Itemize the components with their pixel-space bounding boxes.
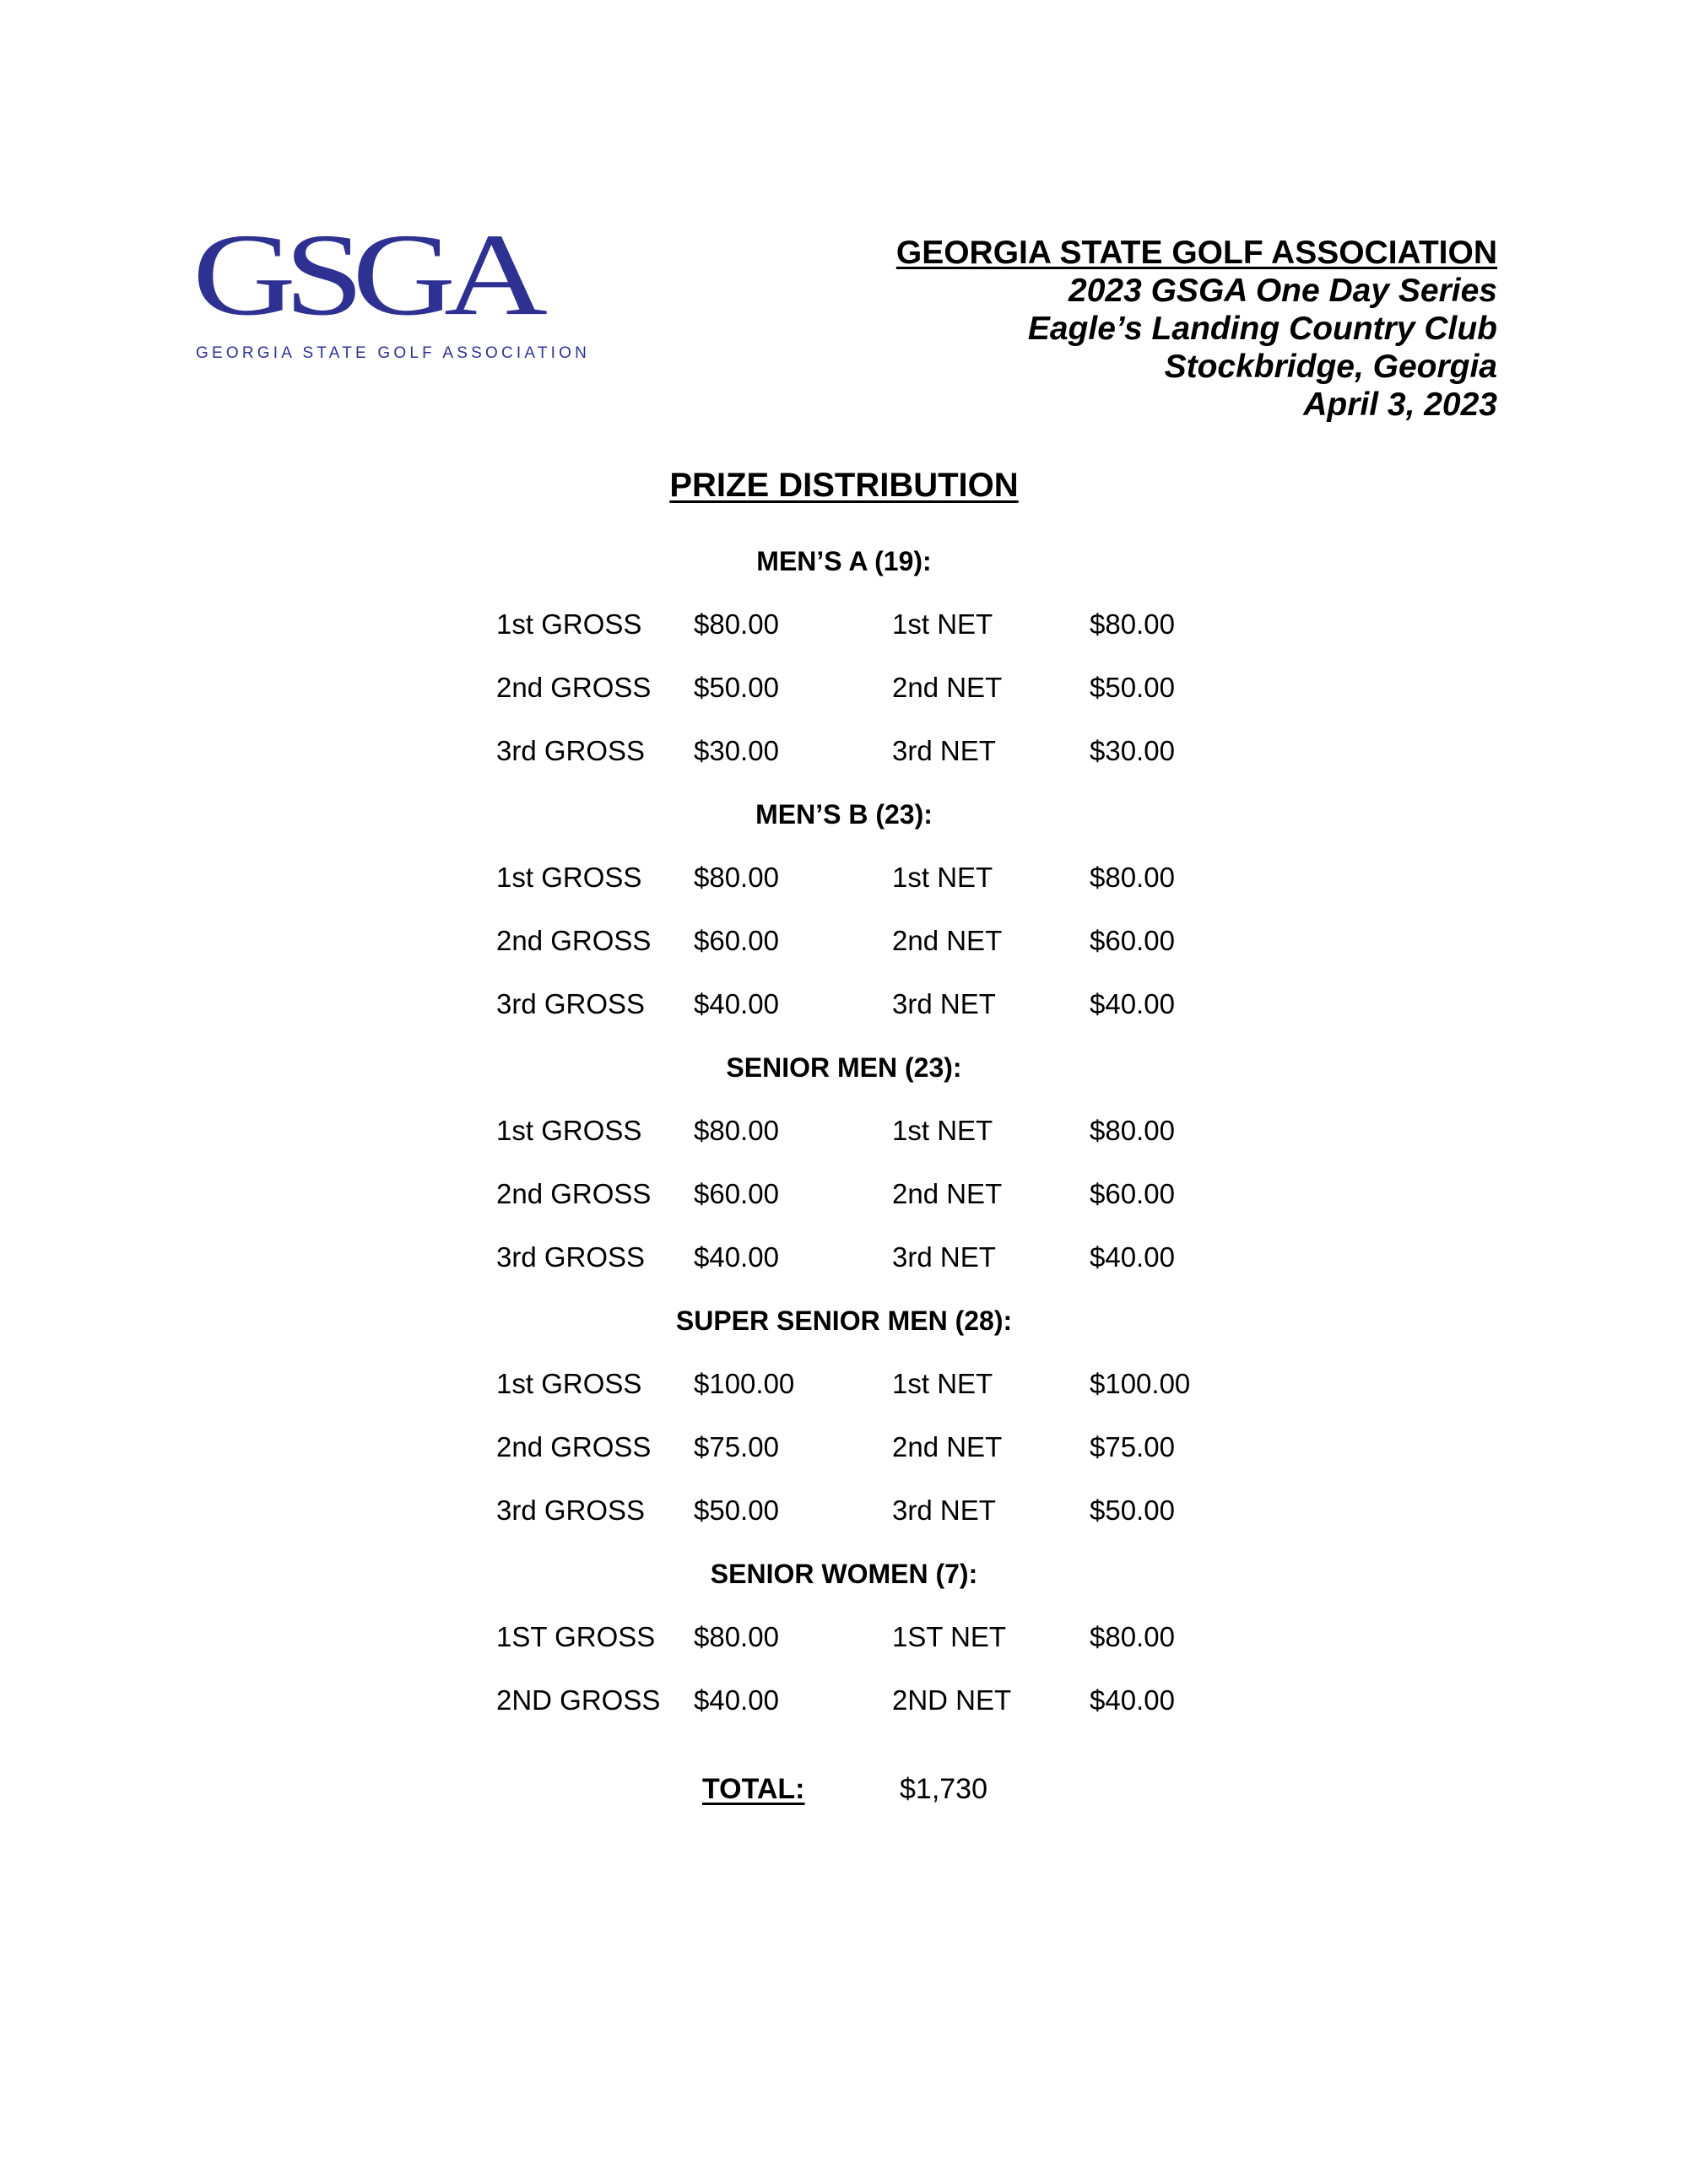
category-heading: MEN’S A (19): [756,546,932,576]
prize-row [0,672,1688,709]
net-amount: $60.00 [1090,1178,1175,1209]
net-place: 1st NET [892,608,993,640]
prize-row [0,1621,1688,1658]
logo-tagline: GEORGIA STATE GOLF ASSOCIATION [196,344,591,362]
gross-place: 2nd GROSS [496,925,652,956]
net-amount: $80.00 [1090,608,1175,640]
category-heading: SUPER SENIOR MEN (28): [675,1306,1013,1336]
net-amount: $40.00 [1090,988,1175,1019]
gross-amount: $40.00 [694,1684,779,1716]
net-place: 1st NET [892,862,993,893]
gross-amount: $80.00 [694,1621,779,1652]
net-place: 3rd NET [892,1495,996,1526]
gross-amount: $50.00 [694,1495,779,1526]
gross-amount: $50.00 [694,672,779,703]
net-place: 1st NET [892,1368,993,1399]
event-date: April 3, 2023 [1303,387,1497,423]
net-place: 2nd NET [892,1431,1003,1462]
net-place: 3rd NET [892,988,996,1019]
category-heading: SENIOR MEN (23): [726,1052,962,1083]
gsga-logo [192,209,591,363]
net-amount: $60.00 [1090,925,1175,956]
total-label: TOTAL: [702,1773,805,1805]
category-heading: SENIOR WOMEN (7): [710,1559,978,1589]
net-place: 3rd NET [892,1241,996,1273]
gross-amount: $80.00 [694,862,779,893]
gross-place: 1st GROSS [496,1115,642,1146]
prize-row [0,1431,1688,1468]
page-title: PRIZE DISTRIBUTION [669,467,1019,504]
gross-place: 2ND GROSS [496,1684,661,1716]
gross-amount: $40.00 [694,988,779,1019]
net-amount: $80.00 [1090,862,1175,893]
net-amount: $50.00 [1090,672,1175,703]
club-name: Eagle’s Landing Country Club [1027,311,1497,347]
gross-amount: $60.00 [694,1178,779,1209]
series-name: 2023 GSGA One Day Series [1069,273,1497,309]
prize-row [0,925,1688,962]
gross-place: 1st GROSS [496,1368,642,1399]
net-place: 2nd NET [892,925,1003,956]
prize-row [0,1178,1688,1215]
net-amount: $100.00 [1090,1368,1191,1399]
gross-place: 3rd GROSS [496,1495,646,1526]
net-amount: $40.00 [1090,1241,1175,1273]
gross-amount: $40.00 [694,1241,779,1273]
gross-place: 3rd GROSS [496,735,646,766]
net-amount: $30.00 [1090,735,1175,766]
net-amount: $40.00 [1090,1684,1175,1716]
logo-mark: GSGA [192,209,536,340]
prize-row [0,1495,1688,1532]
prize-row [0,608,1688,646]
event-location: Stockbridge, Georgia [1164,349,1497,385]
gross-amount: $80.00 [694,1115,779,1146]
net-place: 2nd NET [892,1178,1003,1209]
prize-row [0,1684,1688,1722]
gross-amount: $100.00 [694,1368,795,1399]
gross-amount: $80.00 [694,608,779,640]
gross-place: 1ST GROSS [496,1621,656,1652]
net-place: 2nd NET [892,672,1003,703]
gross-place: 3rd GROSS [496,988,646,1019]
net-amount: $75.00 [1090,1431,1175,1462]
gross-amount: $75.00 [694,1431,779,1462]
gross-amount: $30.00 [694,735,779,766]
gross-place: 2nd GROSS [496,672,652,703]
gross-place: 3rd GROSS [496,1241,646,1273]
gross-place: 2nd GROSS [496,1431,652,1462]
total-value: $1,730 [900,1773,987,1805]
prize-row [0,1368,1688,1405]
net-place: 3rd NET [892,735,996,766]
prize-row [0,735,1688,772]
net-place: 1ST NET [892,1621,1007,1652]
net-place: 2ND NET [892,1684,1012,1716]
org-name: GEORGIA STATE GOLF ASSOCIATION [895,235,1497,271]
document-header [896,234,1497,424]
net-amount: $80.00 [1090,1621,1175,1652]
gross-place: 2nd GROSS [496,1178,652,1209]
net-amount: $80.00 [1090,1115,1175,1146]
prize-row [0,1241,1688,1279]
net-amount: $50.00 [1090,1495,1175,1526]
prize-row [0,862,1688,899]
net-place: 1st NET [892,1115,993,1146]
prize-row [0,988,1688,1025]
gross-amount: $60.00 [694,925,779,956]
gross-place: 1st GROSS [496,862,642,893]
prize-row [0,1115,1688,1152]
category-heading: MEN’S B (23): [755,799,933,830]
gross-place: 1st GROSS [496,608,642,640]
